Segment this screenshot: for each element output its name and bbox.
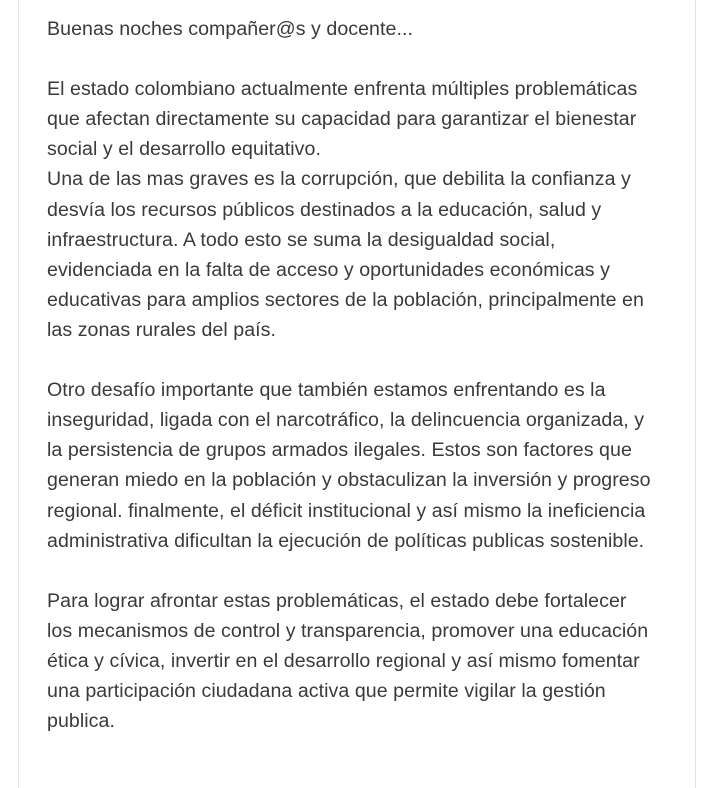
post-body (47, 14, 687, 736)
post-paragraph-3: Para lograr afrontar estas problemáticas, el estado debe fortalecer los mecanismos de control y transparencia, promover una educación ética y cívica, invertir en el desarrollo regional y así mismo fomentar una participación ciudadana activa que permite vigilar la gestión publica. (47, 589, 649, 733)
post-greeting: Buenas noches compañer@s y docente... (47, 18, 413, 40)
post-paragraph-1: El estado colombiano actualmente enfrenta múltiples problemáticas que afectan directamente su capacidad para garantizar el bienestar social y el desarrollo equitativo. Una de las mas graves es la corrupción, que debilita la confianza y desvía los recursos públicos destinados a la educación, salud y infraestructura. A todo esto se suma la desigualdad social, evidenciada en la falta de acceso y oportunidades económicas y educativas para amplios sectores de la población, principalmente en las zonas rurales del país. (47, 78, 644, 341)
post-paragraph-2: Otro desafío importante que también estamos enfrentando es la inseguridad, ligada con el narcotráfico, la delincuencia organizada, y la persistencia de grupos armados ilegales. Estos son factores que generan miedo en la población y obstaculizan la inversión y progreso regional. finalmente, el déficit institucional y así mismo la ineficiencia administrativa dificultan la ejecución de políticas publicas sostenible. (47, 379, 651, 552)
forum-post-card (18, 0, 696, 788)
